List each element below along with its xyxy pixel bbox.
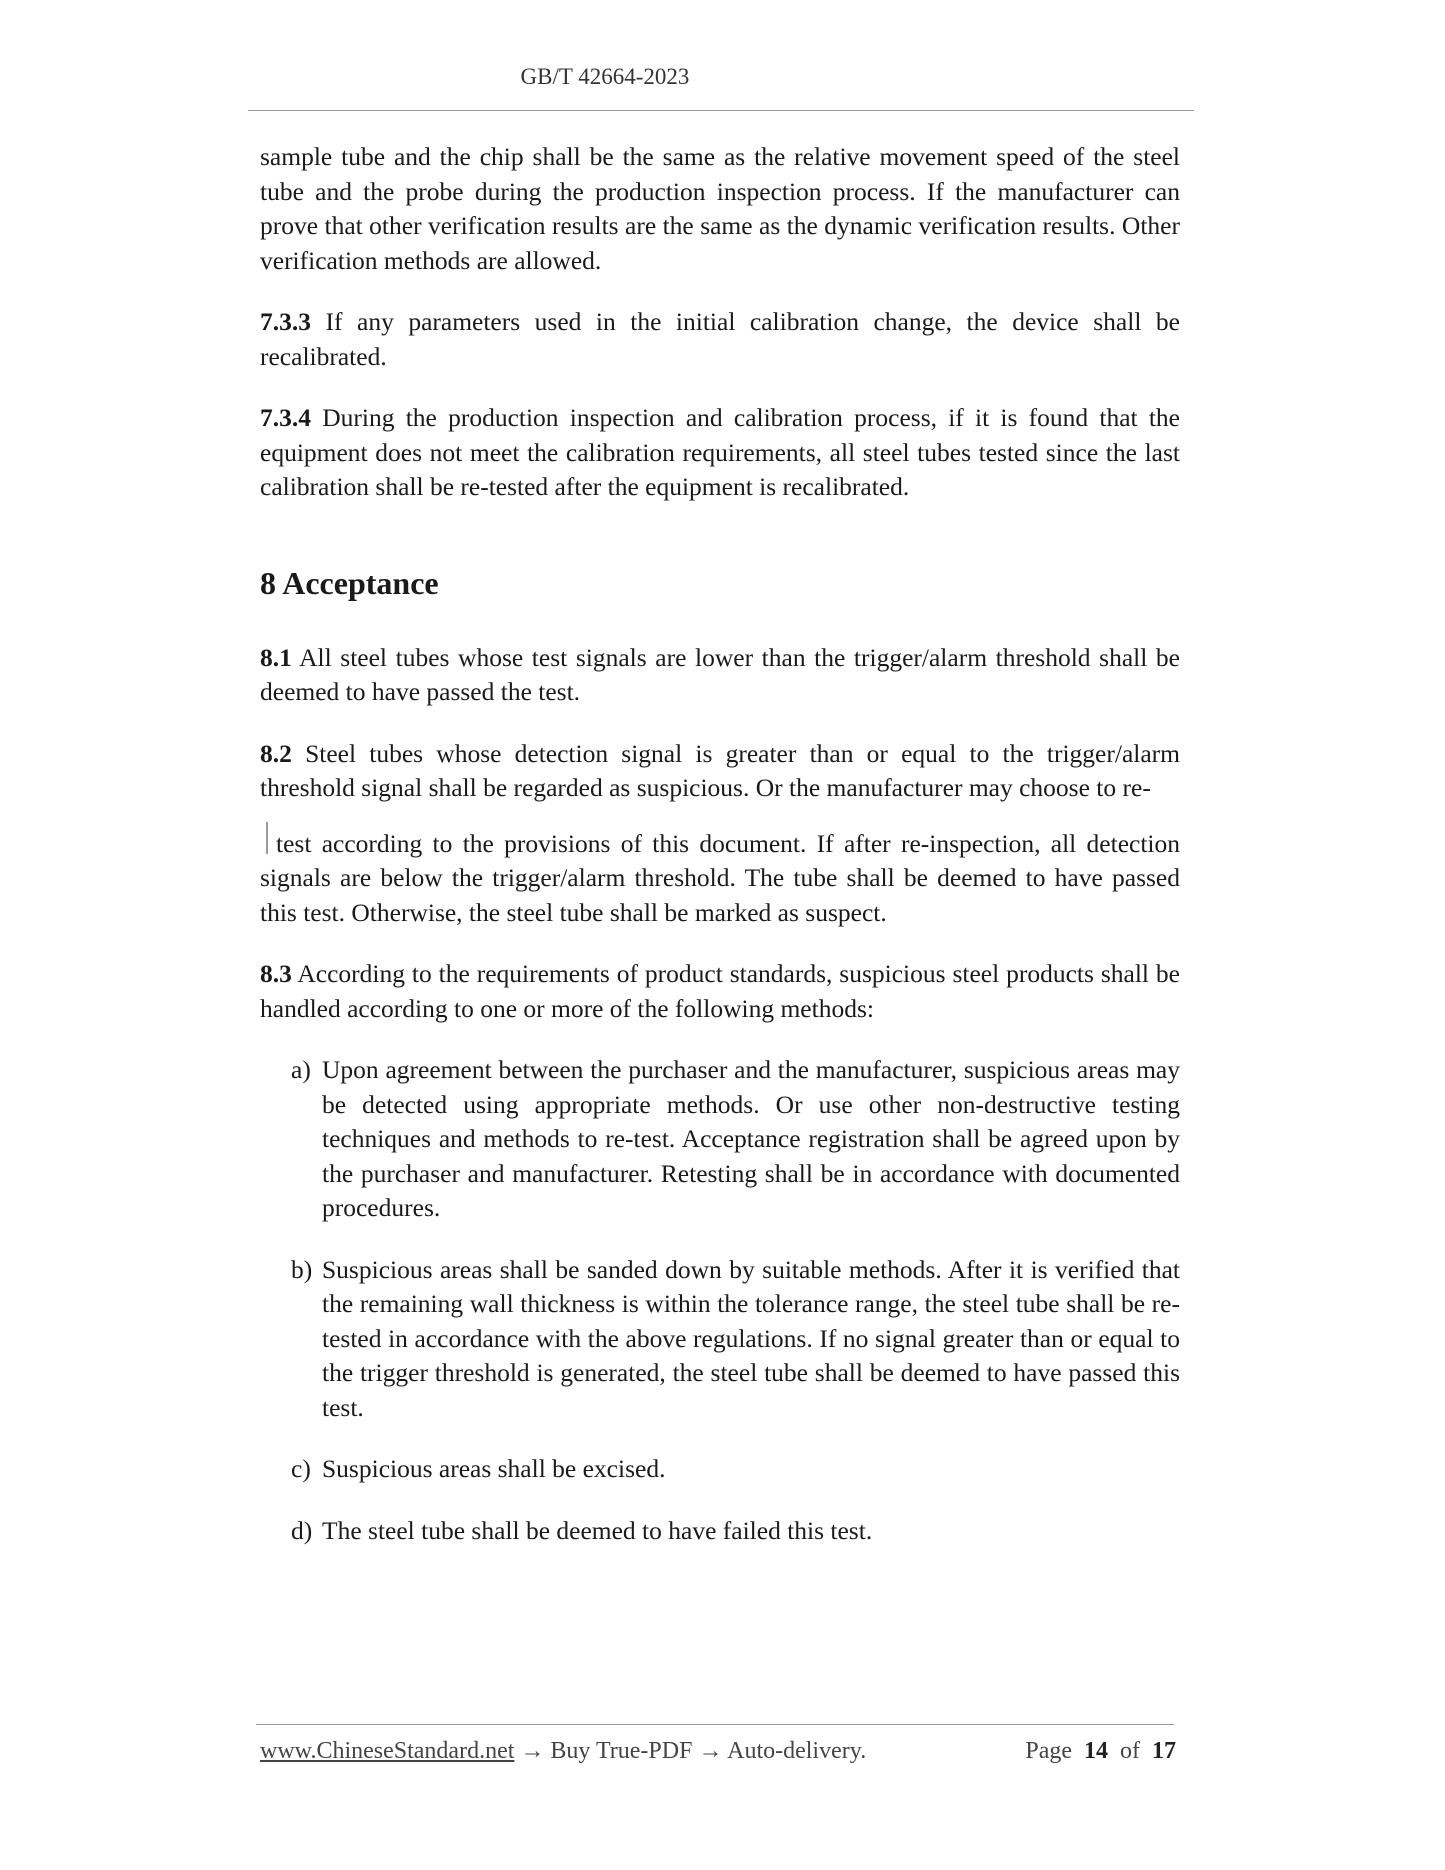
list-item-text: Upon agreement between the purchaser and the manufacturer, suspicious areas may be detected using appropriate methods. Or use other non-destructive testing techniques and methods to re-test. Acceptance registration shall be agreed upon by the purchaser and manufacturer. Retesting shall be in accordance with documented procedures. xyxy=(322,1055,1180,1222)
footer-promo-text: → Buy True-PDF → Auto-delivery. xyxy=(514,1738,867,1764)
of-label: of xyxy=(1120,1738,1140,1764)
paragraph-continuation: sample tube and the chip shall be the same as the relative movement speed of the steel tube and the probe during the production inspection process. If the manufacturer can prove that other verification results are the same as the dynamic verification results. Other verification methods are allowed. xyxy=(260,142,1180,275)
current-page-number: 14 xyxy=(1084,1738,1108,1764)
list-item xyxy=(291,1253,1180,1426)
list-item-text: Suspicious areas shall be excised. xyxy=(322,1454,666,1483)
list-item-text: Suspicious areas shall be sanded down by suitable methods. After it is verified that the remaining wall thickness is within the tolerance range, the steel tube shall be re-tested in accordance with the above regulations. If no signal greater than or equal to the trigger threshold is generated, the steel tube shall be deemed to have passed this test. xyxy=(322,1254,1180,1422)
footer-divider xyxy=(256,1724,1174,1725)
total-pages: 17 xyxy=(1152,1738,1176,1764)
text-cursor-marker xyxy=(266,822,268,854)
list-item-label: c) xyxy=(291,1454,311,1483)
clause-number: 7.3.4 xyxy=(260,403,311,432)
paragraph-8-1 xyxy=(260,641,1180,710)
paragraph-8-2-continued xyxy=(260,822,1180,931)
page-indicator xyxy=(1025,1738,1176,1765)
page-content xyxy=(260,140,1180,1548)
list-item-text: The steel tube shall be deemed to have failed this test. xyxy=(322,1515,873,1545)
clause-text: Steel tubes whose detection signal is greater than or equal to the trigger/alarm threshold signal shall be regarded as suspicious. Or the manufacturer may choose to re- xyxy=(260,738,1180,802)
clause-number: 8.3 xyxy=(260,959,292,988)
clause-text: All steel tubes whose test signals are lower than the trigger/alarm threshold shall be deemed to have passed the test. xyxy=(260,642,1180,706)
header-divider xyxy=(248,110,1194,111)
page-label: Page xyxy=(1025,1738,1072,1764)
list-item-label: a) xyxy=(291,1055,311,1084)
paragraph-7-3-4 xyxy=(260,401,1180,505)
method-list xyxy=(291,1053,1180,1548)
list-item-label: b) xyxy=(291,1254,313,1284)
clause-text: If any parameters used in the initial calibration change, the device shall be recalibrated. xyxy=(260,307,1180,371)
list-item xyxy=(291,1452,1180,1487)
section-heading: 8 Acceptance xyxy=(260,564,439,601)
paragraph-7-3-3 xyxy=(260,305,1180,374)
list-item xyxy=(291,1514,1180,1549)
paragraph-8-2 xyxy=(260,737,1180,806)
clause-number: 7.3.3 xyxy=(260,307,311,336)
document-header-title: GB/T 42664-2023 xyxy=(520,64,690,89)
list-item xyxy=(291,1053,1180,1226)
website-link[interactable]: www.ChineseStandard.net xyxy=(260,1738,515,1764)
footer-promo xyxy=(260,1738,866,1765)
paragraph-8-3 xyxy=(260,957,1180,1026)
clause-text: According to the requirements of product standards, suspicious steel products shall be handled according to one or more of the following methods: xyxy=(260,959,1180,1023)
list-item-label: d) xyxy=(291,1515,313,1545)
clause-number: 8.2 xyxy=(260,738,292,768)
clause-text: test according to the provisions of this document. If after re-inspection, all detection signals are below the trigger/alarm threshold. The tube shall be deemed to have passed this test. Otherwise, the steel tube shall be marked as suspect. xyxy=(260,828,1180,927)
clause-number: 8.1 xyxy=(260,642,292,672)
clause-text: During the production inspection and calibration process, if it is found that the equipment does not meet the calibration requirements, all steel tubes tested since the last calibration shall be re-tested after the equipment is recalibrated. xyxy=(260,403,1180,501)
